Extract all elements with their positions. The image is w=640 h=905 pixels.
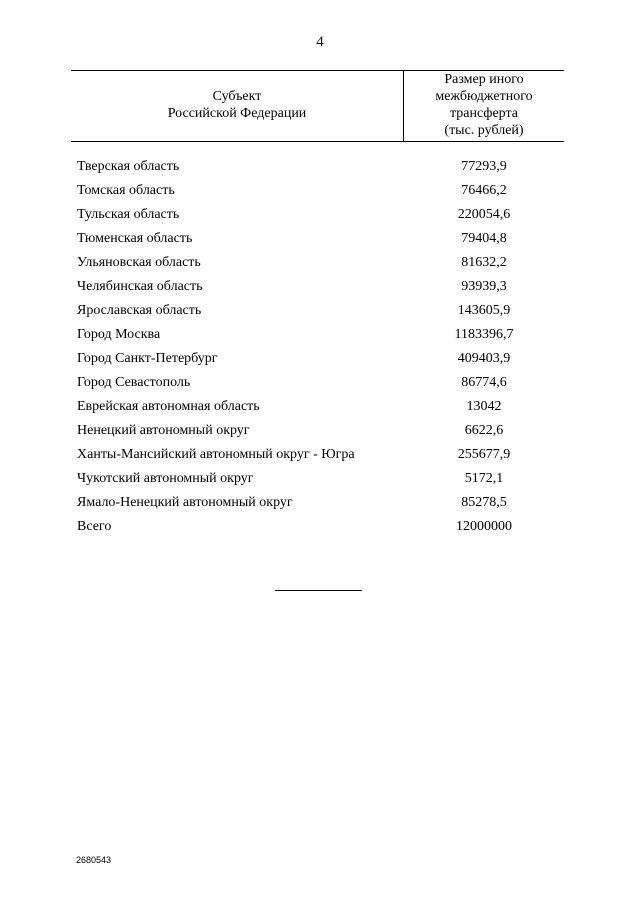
subject-name: Ямало-Ненецкий автономный округ	[77, 495, 293, 510]
transfer-amount: 1183396,7	[454, 327, 514, 342]
page-number: 4	[316, 34, 324, 50]
transfer-amount: 220054,6	[457, 207, 511, 222]
table-body	[0, 155, 640, 539]
header-amount	[404, 71, 564, 139]
document-code: 2680543	[76, 855, 112, 865]
total-label: Всего	[77, 519, 112, 534]
header-subject	[71, 88, 403, 122]
transfer-amount: 6622,6	[464, 423, 504, 438]
transfer-amount: 79404,8	[461, 231, 507, 246]
table-row	[0, 155, 640, 179]
subject-name: Еврейская автономная область	[77, 399, 260, 414]
transfer-amount: 77293,9	[461, 159, 507, 174]
table-row	[0, 275, 640, 299]
header-amount-line-3: трансферта	[450, 106, 518, 121]
table-row-total	[0, 515, 640, 539]
subject-name: Ярославская область	[77, 303, 202, 318]
transfer-amount: 409403,9	[457, 351, 511, 366]
table-row	[0, 251, 640, 275]
subject-name: Тюменская область	[77, 231, 193, 246]
table-row	[0, 467, 640, 491]
transfer-amount: 93939,3	[461, 279, 507, 294]
transfer-amount: 85278,5	[461, 495, 507, 510]
table-row	[0, 371, 640, 395]
table-header-rule	[71, 141, 564, 142]
transfer-amount: 5172,1	[464, 471, 504, 486]
table-row	[0, 323, 640, 347]
subject-name: Челябинская область	[77, 279, 203, 294]
subject-name: Ханты-Мансийский автономный округ - Югра	[77, 447, 355, 462]
transfer-amount: 143605,9	[457, 303, 511, 318]
total-amount: 12000000	[456, 519, 512, 534]
subject-name: Томская область	[77, 183, 175, 198]
transfer-amount: 76466,2	[461, 183, 507, 198]
transfer-amount: 81632,2	[461, 255, 507, 270]
table-row	[0, 227, 640, 251]
subject-name: Город Санкт-Петербург	[77, 351, 218, 366]
table-row	[0, 419, 640, 443]
transfer-amount: 86774,6	[461, 375, 507, 390]
table-row	[0, 347, 640, 371]
table-row	[0, 443, 640, 467]
transfer-amount: 255677,9	[457, 447, 511, 462]
subject-name: Ульяновская область	[77, 255, 201, 270]
table-row	[0, 491, 640, 515]
table-row	[0, 299, 640, 323]
table-row	[0, 203, 640, 227]
subject-name: Город Севастополь	[77, 375, 191, 390]
header-amount-line-4: (тыс. рублей)	[444, 123, 524, 138]
subject-name: Город Москва	[77, 327, 161, 342]
subject-name: Тверская область	[77, 159, 180, 174]
subject-name: Ненецкий автономный округ	[77, 423, 250, 438]
header-subject-line-1: Субъект	[212, 89, 262, 104]
subject-name: Чукотский автономный округ	[77, 471, 254, 486]
transfer-amount: 13042	[466, 399, 502, 414]
header-amount-line-1: Размер иного	[444, 72, 524, 87]
table-row	[0, 179, 640, 203]
header-subject-line-2: Российской Федерации	[167, 106, 307, 121]
table-row	[0, 395, 640, 419]
end-of-document-rule	[275, 590, 362, 591]
header-amount-line-2: межбюджетного	[435, 89, 533, 104]
subject-name: Тульская область	[77, 207, 180, 222]
